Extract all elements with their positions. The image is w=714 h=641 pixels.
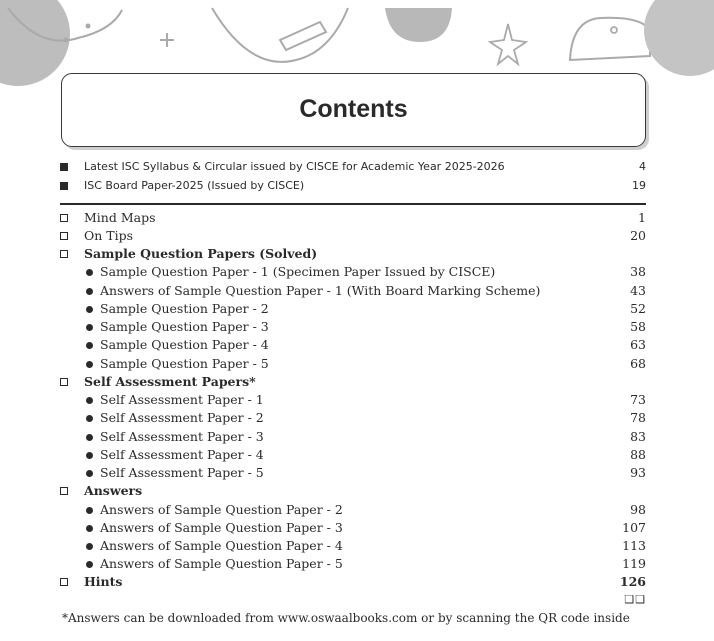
toc-entry-page: 20 bbox=[630, 228, 646, 243]
toc-entry-page: 1 bbox=[638, 210, 646, 225]
round-bullet-icon bbox=[60, 446, 72, 464]
round-bullet-icon bbox=[60, 391, 72, 409]
toc-entry-page: 63 bbox=[630, 337, 646, 352]
toc-entry[interactable] bbox=[60, 446, 646, 464]
toc-entry-syllabus[interactable] bbox=[60, 158, 646, 176]
toc-entry[interactable] bbox=[60, 519, 646, 537]
toc-entry-label: On Tips bbox=[84, 228, 134, 243]
open-square-bullet-icon bbox=[60, 373, 72, 391]
round-bullet-icon bbox=[60, 537, 72, 555]
round-bullet-icon bbox=[60, 428, 72, 446]
toc-entry-label: Answers of Sample Question Paper - 4 bbox=[100, 538, 343, 553]
toc-entry-label: Answers of Sample Question Paper - 2 bbox=[100, 502, 343, 517]
round-bullet-icon bbox=[60, 409, 72, 427]
toc-entry[interactable] bbox=[60, 464, 646, 482]
toc-entry-page: 52 bbox=[630, 301, 646, 316]
toc-entry[interactable] bbox=[60, 263, 646, 281]
round-bullet-icon bbox=[60, 318, 72, 336]
toc-section-label: Sample Question Papers (Solved) bbox=[84, 246, 318, 261]
toc-entry[interactable] bbox=[60, 391, 646, 409]
toc-entry[interactable] bbox=[60, 573, 646, 591]
open-square-bullet-icon bbox=[60, 482, 72, 500]
toc-entry-page: 73 bbox=[630, 392, 646, 407]
round-bullet-icon bbox=[60, 336, 72, 354]
toc-entry[interactable] bbox=[60, 355, 646, 373]
round-bullet-icon bbox=[60, 355, 72, 373]
round-bullet-icon bbox=[60, 501, 72, 519]
toc-entry-page: 78 bbox=[630, 410, 646, 425]
toc-entry-label: Answers of Sample Question Paper - 5 bbox=[100, 556, 343, 571]
toc-entry-page: 83 bbox=[630, 429, 646, 444]
toc-entry-page: 43 bbox=[630, 283, 646, 298]
toc-section-header[interactable] bbox=[60, 245, 646, 263]
toc-entry[interactable] bbox=[60, 227, 646, 245]
toc-entry-label: Sample Question Paper - 1 (Specimen Paper Issued by CISCE) bbox=[100, 264, 496, 279]
open-square-bullet-icon bbox=[60, 209, 72, 227]
toc-entry-page: 98 bbox=[630, 502, 646, 517]
page-title: Contents bbox=[299, 95, 408, 123]
toc-entry[interactable] bbox=[60, 501, 646, 519]
toc-entry-label: Self Assessment Paper - 3 bbox=[100, 429, 264, 444]
toc-entry[interactable] bbox=[60, 209, 646, 227]
toc-entry-page: 88 bbox=[630, 447, 646, 462]
toc-entry-page: 126 bbox=[619, 574, 646, 589]
toc-entry-board-paper[interactable] bbox=[60, 177, 646, 195]
toc-entry-label: Sample Question Paper - 3 bbox=[100, 319, 269, 334]
toc-entry[interactable] bbox=[60, 318, 646, 336]
toc-entry-label: Latest ISC Syllabus & Circular issued by CISCE for Academic Year 2025-2026 bbox=[84, 160, 505, 173]
toc-entry[interactable] bbox=[60, 555, 646, 573]
toc-entry-page: 38 bbox=[630, 264, 646, 279]
round-bullet-icon bbox=[60, 555, 72, 573]
toc-entry-page: 93 bbox=[630, 465, 646, 480]
open-square-bullet-icon bbox=[60, 227, 72, 245]
toc-entry-page: 58 bbox=[630, 319, 646, 334]
toc-entry[interactable] bbox=[60, 300, 646, 318]
toc-entry-page: 113 bbox=[622, 538, 646, 553]
toc-entry-label: Sample Question Paper - 5 bbox=[100, 356, 269, 371]
toc-entry-page: 68 bbox=[630, 356, 646, 371]
toc-section-header[interactable] bbox=[60, 482, 646, 500]
toc-entry-label: Self Assessment Paper - 1 bbox=[100, 392, 264, 407]
toc-entry-label: ISC Board Paper-2025 (Issued by CISCE) bbox=[84, 179, 305, 192]
round-bullet-icon bbox=[60, 300, 72, 318]
toc-entry-label: Mind Maps bbox=[84, 210, 156, 225]
toc-entry[interactable] bbox=[60, 336, 646, 354]
toc-entry[interactable] bbox=[60, 409, 646, 427]
toc-entry-label: Hints bbox=[84, 574, 123, 589]
open-square-bullet-icon bbox=[60, 245, 72, 263]
toc-entry-label: Self Assessment Paper - 4 bbox=[100, 447, 264, 462]
toc-entry-label: Sample Question Paper - 2 bbox=[100, 301, 269, 316]
toc-entry-label: Answers of Sample Question Paper - 1 (With Board Marking Scheme) bbox=[100, 283, 541, 298]
toc-entry-page: 107 bbox=[622, 520, 646, 535]
toc-entry-label: Sample Question Paper - 4 bbox=[100, 337, 269, 352]
toc-entry-label: Answers of Sample Question Paper - 3 bbox=[100, 520, 343, 535]
round-bullet-icon bbox=[60, 263, 72, 281]
footnote: *Answers can be downloaded from www.oswaalbooks.com or by scanning the QR code inside bbox=[62, 611, 630, 625]
toc-section-label: Answers bbox=[84, 483, 143, 498]
filled-square-bullet-icon bbox=[60, 158, 72, 176]
round-bullet-icon bbox=[60, 464, 72, 482]
end-of-list-mark: ❑❑ bbox=[624, 593, 646, 606]
toc-entry-page: 19 bbox=[632, 179, 646, 192]
filled-square-bullet-icon bbox=[60, 177, 72, 195]
toc-entry-page: 119 bbox=[622, 556, 646, 571]
toc-section-header[interactable] bbox=[60, 373, 646, 391]
toc-entry[interactable] bbox=[60, 282, 646, 300]
toc-entry[interactable] bbox=[60, 537, 646, 555]
round-bullet-icon bbox=[60, 519, 72, 537]
toc-entry-page: 4 bbox=[639, 160, 646, 173]
round-bullet-icon bbox=[60, 282, 72, 300]
section-divider bbox=[60, 203, 646, 205]
toc-entry[interactable] bbox=[60, 428, 646, 446]
open-square-bullet-icon bbox=[60, 573, 72, 591]
toc-entry-label: Self Assessment Paper - 2 bbox=[100, 410, 264, 425]
contents-title-box bbox=[61, 73, 646, 147]
toc-entry-label: Self Assessment Paper - 5 bbox=[100, 465, 264, 480]
toc-section-label: Self Assessment Papers* bbox=[84, 374, 256, 389]
